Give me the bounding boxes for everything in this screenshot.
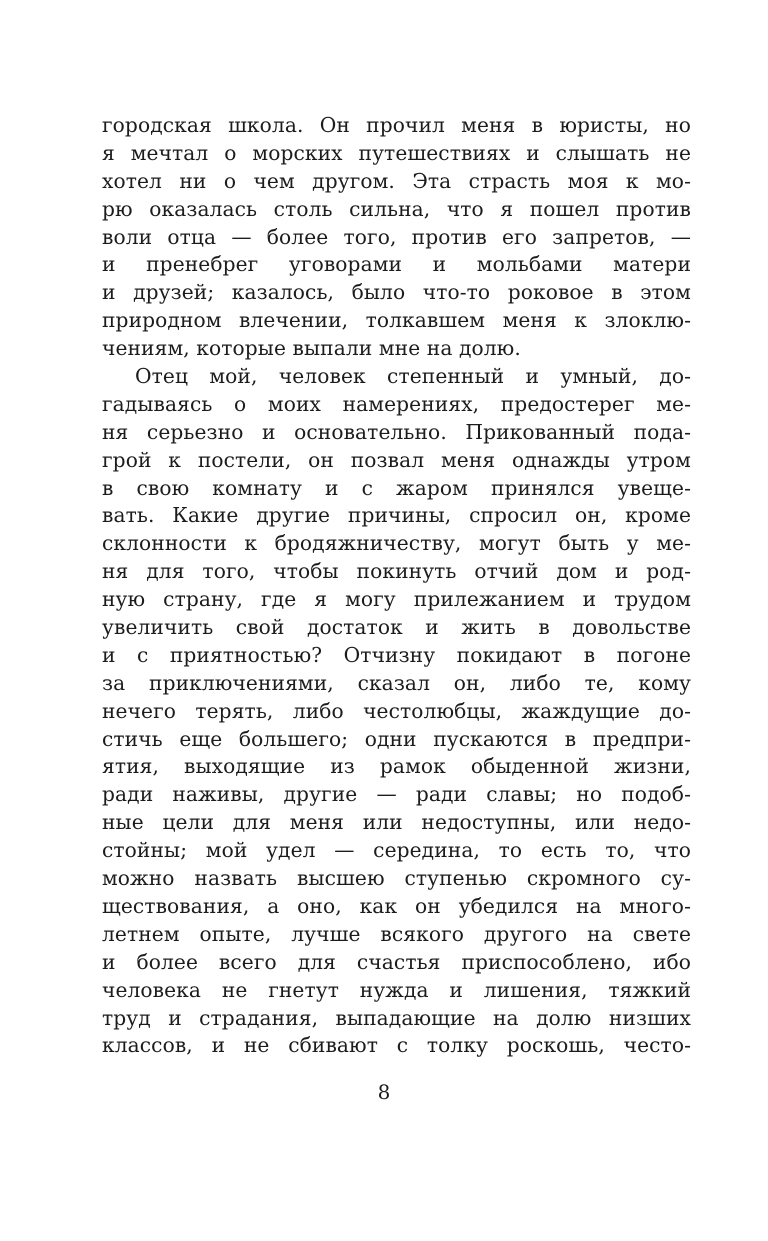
text-line: и пренебрег уговорами и мольбами матери xyxy=(102,252,691,277)
text-line: ществования, а оно, как он убедился на много- xyxy=(102,893,691,918)
text-line: природном влечении, толкавшем меня к злоклю- xyxy=(102,308,691,333)
text-line: городская школа. Он прочил меня в юристы, но xyxy=(102,113,691,137)
text-line: ную страну, где я могу прилежанием и трудом xyxy=(102,587,691,612)
text-line: ные цели для меня или недоступны, или недо- xyxy=(102,810,691,835)
paragraph-2 xyxy=(102,363,691,1060)
body-text xyxy=(102,112,691,1060)
text-line: летнем опыте, лучше всякого другого на свете xyxy=(102,921,691,946)
text-line: я мечтал о морских путешествиях и слышать не xyxy=(102,140,691,165)
text-line: можно назвать высшею ступенью скромного су- xyxy=(102,866,691,891)
text-line: за приключениями, сказал он, либо те, кому xyxy=(102,670,691,695)
text-line: и с приятностью? Отчизну покидают в погоне xyxy=(102,642,691,667)
text-line: хотел ни о чем другом. Эта страсть моя к мо- xyxy=(102,168,691,193)
text-line: стойны; мой удел — середина, то есть то, что xyxy=(102,838,691,863)
text-line: стичь еще большего; одни пускаются в предпри- xyxy=(102,726,691,751)
text-line: человека не гнетут нужда и лишения, тяжкий xyxy=(102,977,691,1002)
text-line: и друзей; казалось, было что-то роковое в этом xyxy=(102,280,691,305)
text-line: нечего терять, либо честолюбцы, жаждущие до- xyxy=(102,698,691,723)
text-line: ради наживы, другие — ради славы; но подоб- xyxy=(102,782,691,807)
text-line: труд и страдания, выпадающие на долю низших xyxy=(102,1005,691,1030)
text-line: ня серьезно и основательно. Прикованный пода- xyxy=(102,419,691,444)
text-line: Отец мой, человек степенный и умный, до- xyxy=(135,364,691,389)
text-line: вать. Какие другие причины, спросил он, кроме xyxy=(102,503,691,528)
text-line: чениям, которые выпали мне на долю. xyxy=(102,336,521,361)
paragraph-1 xyxy=(102,112,691,363)
text-line: в свою комнату и с жаром принялся увеще- xyxy=(102,475,691,500)
text-line: ятия, выходящие из рамок обыденной жизни, xyxy=(102,754,691,779)
text-line: воли отца — более того, против его запретов, — xyxy=(102,224,691,249)
text-line: увеличить свой достаток и жить в довольстве xyxy=(102,615,691,640)
text-line: рю оказалась столь сильна, что я пошел против xyxy=(102,196,691,221)
page-number: 8 xyxy=(377,1080,391,1104)
text-line: гадываясь о моих намерениях, предостерег ме- xyxy=(102,391,691,416)
text-line: грой к постели, он позвал меня однажды утром xyxy=(102,447,691,472)
text-line: склонности к бродяжничеству, могут быть у ме- xyxy=(102,531,691,556)
text-line: ня для того, чтобы покинуть отчий дом и род- xyxy=(102,559,691,584)
text-line: классов, и не сбивают с толку роскошь, често- xyxy=(102,1033,691,1058)
text-line: и более всего для счастья приспособлено, ибо xyxy=(102,949,691,974)
